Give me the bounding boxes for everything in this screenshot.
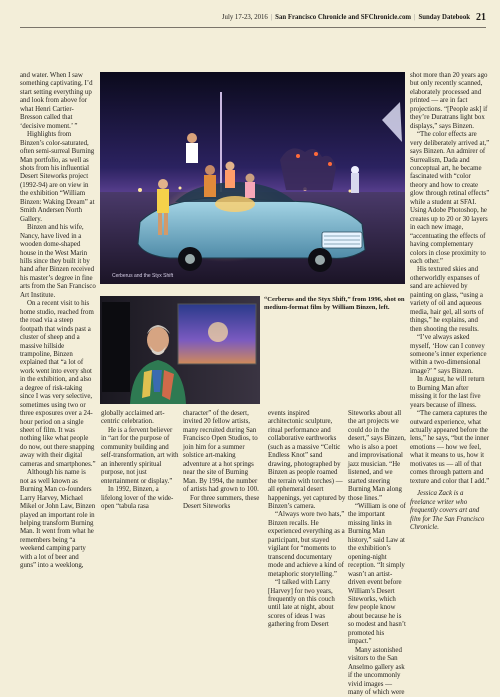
header-publication: San Francisco Chronicle and SFChronicle.com bbox=[275, 14, 412, 21]
paragraph: Although his name is not as well known as Burning Man co-founders Larry Harvey, Michael Mikel or John Law, Binzen played an important role in helping transform Burning Man. It went from what he remembers being “a weekend camping party with a lot of beer and guns” into a weeklong, bbox=[20, 469, 96, 570]
photo-caption bbox=[264, 296, 406, 313]
paragraph: Binzen and his wife, Nancy, have lived in a wooden dome-shaped house in the West Marin hills since they built it by hand after Binzen received his master’s degree in fine arts from the San Francisco Art Institute. bbox=[20, 224, 96, 299]
paragraph: He is a fervent believer in “art for the purpose of community building and self-transformation, art with an inherently spiritual purpose, not just entertainment or display.” bbox=[101, 426, 179, 485]
article-column-3 bbox=[183, 410, 261, 518]
paragraph: Siteworks about all the art projects we could do in the desert,” says Binzen, who is also a poet and improvisational jazz musician. “He listened, and we started steering Burning Man along those lines.” bbox=[348, 410, 406, 502]
photo-cerberus-styx-shift bbox=[100, 72, 405, 284]
article-column-6 bbox=[410, 72, 490, 532]
paragraph: globally acclaimed art-centric celebration. bbox=[101, 410, 165, 426]
header-rule bbox=[20, 27, 486, 28]
article-column-4 bbox=[268, 410, 346, 629]
paragraph: shot more than 20 years ago but only recently scanned, elaborately processed and printed — are in fact projections. “[People ask] if they’re Duratrans light box displays,” says Binzen. bbox=[410, 72, 488, 130]
paragraph: Many astonished visitors to the San Anselmo gallery ask if the uncommonly vivid images — many of which were bbox=[348, 646, 405, 696]
page-number: 21 bbox=[476, 12, 486, 23]
header-section: Sunday Datebook bbox=[418, 14, 470, 21]
caption-text: “Cerberus and the Styx Shift,” from 1996, shot on medium-format film by William Binzen, left. bbox=[264, 296, 405, 312]
paragraph: events inspired architectonic sculpture, ritual performance and collaborative earthworks (such as a massive “Celtic Endless Knot” sand drawing, photographed by Binzen as people roamed the terrain with torches) — all ephemeral desert happenings, yet captured by Binzen’s camera. bbox=[268, 410, 346, 510]
paragraph: “The camera captures the outward experience, what actually appeared before the lens,” he says, “but the inner emotions — how we feel, what it means to us, how it motivates us — all of that comes through pattern and texture and color that I add.” bbox=[410, 410, 490, 485]
paragraph: “The color effects are very deliberately arrived at,” says Binzen. An admirer of Surrealism, Dada and conceptual art, he became fascinated with “color theory and how to create glow through retinal effects” while a student at SFAI. Using Adobe Photoshop, he creates up to 20 or 30 layers in each new image, “accentuating the effects of having complementary colors in close proximity to each other.” bbox=[410, 131, 490, 265]
paragraph: “I’ve always asked myself, ‘How can I convey someone’s inner experience within a two-dimensional image?’ ” says Binzen. bbox=[410, 334, 487, 375]
paragraph: “Always wore two hats,” Binzen recalls. He experienced everything as a participant, but stayed vigilant for “moments to transcend documentary mode and achieve a kind of metaphoric storytelling.” bbox=[268, 511, 345, 578]
page-header: July 17-23, 2016 | San Francisco Chronicle and SFChronicle.com | Sunday Datebook 21 bbox=[221, 12, 486, 23]
paragraph: On a recent visit to his home studio, reached from the road via a steep footpath that winds past a cluster of sheep and a massive hillside trampoline, Binzen explained that “a lot of work went into every shot in the exhibition, and also a degree of risk-taking since I was very selective, sometimes using two or three exposures over a 24-hour period on a single sheet of film. It was nothing like what people do now, out there snapping away with their digital cameras and smartphones.” bbox=[20, 300, 96, 468]
author-credit: Jessica Zack is a freelance writer who frequently covers art and film for The San Francisco Chronicle. bbox=[410, 490, 485, 532]
paragraph: For three summers, these Desert Siteworks bbox=[183, 494, 260, 510]
paragraph: In 1992, Binzen, a lifelong lover of the wide-open “tabula rasa bbox=[101, 486, 174, 510]
header-date: July 17-23, 2016 bbox=[221, 14, 268, 21]
paragraph: “I talked with Larry [Harvey] for two years, frequently on this couch until late at night, about scores of ideas I was gathering from Desert bbox=[268, 579, 335, 629]
article-column-5 bbox=[348, 410, 406, 696]
article-column-2 bbox=[101, 410, 179, 518]
paragraph: character” of the desert, invited 20 fellow artists, many recruited during San Francisco Open Studios, to join him for a summer solstice art-making adventure at a hot springs near the site of Burning Man. By 1994, the number of artists had grown to 100. bbox=[183, 410, 259, 494]
paragraph: and water. When I saw something captivating, I’d start setting everything up and look from above for what Henri Cartier-Bresson called that ‘decisive moment.’ ” bbox=[20, 72, 93, 130]
paragraph: Highlights from Binzen’s color-saturated, often semi-surreal Burning Man portfolio, as well as shots from his influential Desert Siteworks project (1992-94) are on view in the exhibition “William Binzen: Waking Dream” at Smith Andersen North Gallery. bbox=[20, 131, 95, 223]
photo-inscription: Cerberus and the Styx Shift bbox=[112, 273, 174, 279]
article-column-1 bbox=[20, 72, 96, 570]
paragraph: “William is one of the important missing links in Burning Man history,” said Law at the exhibition’s opening-night reception. “It simply wasn’t an artist-driven event before William’s Desert Siteworks, which few people know about because he is so modest and hasn’t promoted his impact.” bbox=[348, 502, 406, 646]
paragraph: In August, he will return to Burning Man after missing it for the last five years because of illness. bbox=[410, 376, 485, 409]
photo-william-binzen bbox=[100, 296, 260, 404]
paragraph: His textured skies and otherworldly expanses of sand are achieved by painting on glass, “using a variety of oil and aqueous media, hair gel, all sorts of things,” he explains, and then shooting the results. bbox=[410, 266, 484, 333]
